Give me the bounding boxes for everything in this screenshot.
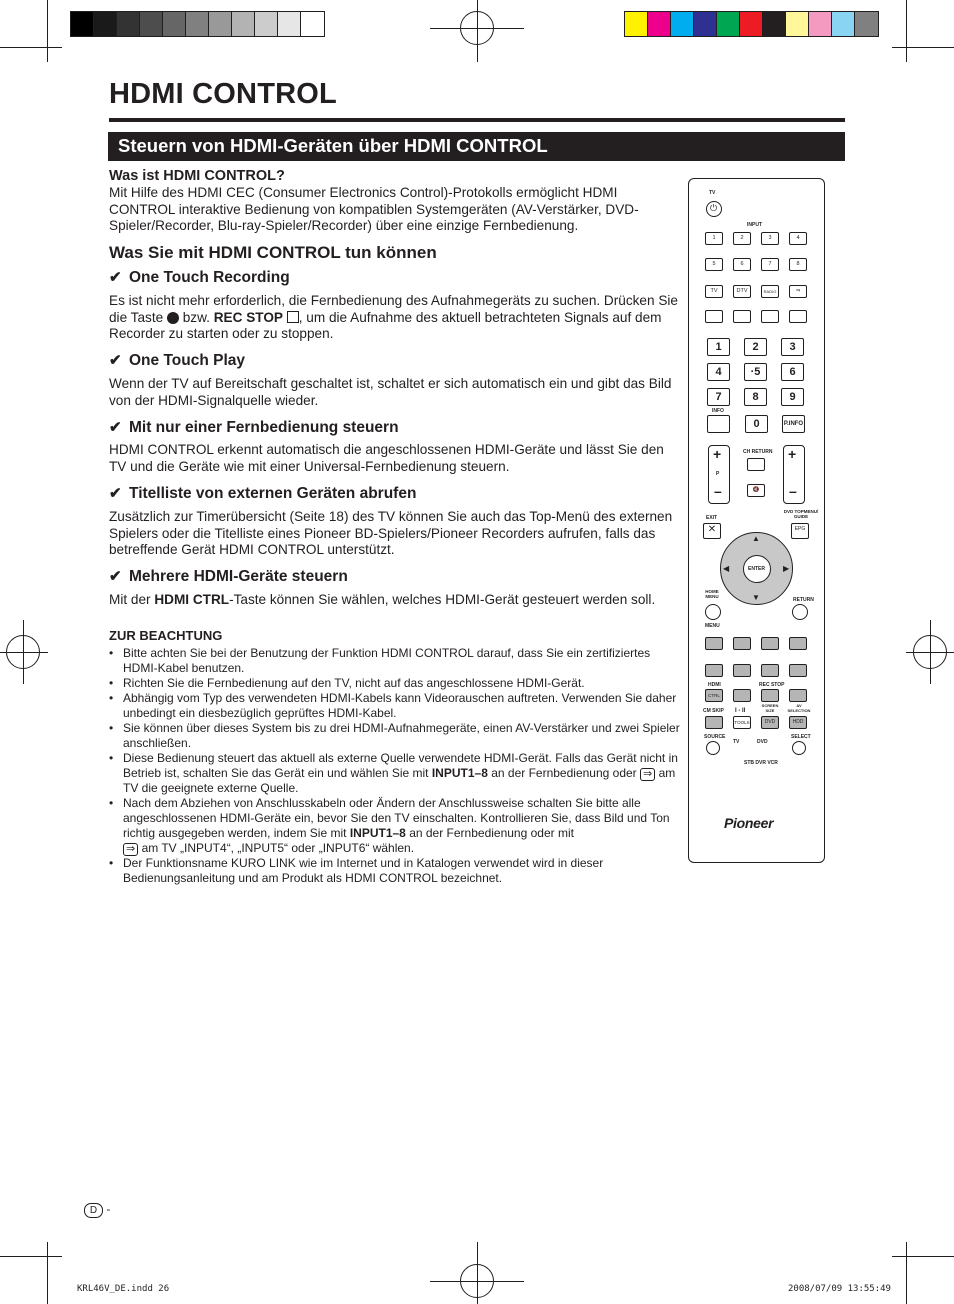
feature-text-part: bzw. <box>182 309 210 325</box>
menu-label: MENU <box>705 623 720 629</box>
slug-right: 2008/07/09 13:55:49 <box>788 1284 891 1294</box>
input-switch-key <box>789 285 807 298</box>
dvd-key: DVD <box>761 716 779 729</box>
rewind-key <box>733 664 751 677</box>
number-key: 6 <box>781 363 804 381</box>
mute-icon: 🔇 <box>752 487 760 493</box>
color-swatch <box>186 12 209 36</box>
crop-mark <box>47 0 48 62</box>
number-key: 7 <box>707 388 730 406</box>
features-heading: Was Sie mit HDMI CONTROL tun können <box>109 243 437 263</box>
color-swatch <box>117 12 140 36</box>
green-key <box>733 637 751 650</box>
section-band: Steuern von HDMI-Geräten über HDMI CONTROL <box>108 132 845 161</box>
stop-button-icon <box>287 311 299 323</box>
mix-key <box>761 310 779 323</box>
switch-modes-label: STB DVR VCR <box>744 760 778 766</box>
subtitle-key <box>733 310 751 323</box>
note-text-part: an der Fernbedienung oder mit <box>409 825 574 840</box>
color-swatch <box>786 12 809 36</box>
color-swatch <box>94 12 117 36</box>
feature-heading <box>109 270 681 287</box>
check-icon: ✔ <box>109 418 122 436</box>
home-menu-label: HOME MENU <box>705 589 719 599</box>
channel-rocker <box>708 445 730 504</box>
color-swatch <box>763 12 786 36</box>
input-key: 1 <box>705 232 723 245</box>
feature-heading <box>109 486 681 503</box>
crop-mark <box>906 1242 907 1304</box>
feature-title: One Touch Recording <box>129 268 290 286</box>
hdd-key: HDD <box>789 716 807 729</box>
return-label: RETURN <box>793 597 814 603</box>
feature-text: HDMI CONTROL erkennt automatisch die angeschlossenen HDMI-Geräte und lässt Sie den TV und die Geräte wie mit einer Universal-Fernbedienung steuern. <box>109 442 664 475</box>
color-swatch <box>278 12 301 36</box>
notes-heading: ZUR BEACHTUNG <box>109 627 223 643</box>
number-key: 4 <box>707 363 730 381</box>
note-item: • Richten Sie die Fernbedienung auf den TV, nicht auf das angeschlossene HDMI-Gerät. <box>109 676 681 691</box>
input-key: 2 <box>733 232 751 245</box>
rec-stop-label: REC STOP <box>213 309 283 325</box>
blue-key <box>789 637 807 650</box>
ch-return-key <box>747 458 765 471</box>
color-swatch <box>625 12 648 36</box>
tv-key: TV <box>705 285 723 298</box>
audio-label: I - II <box>735 708 746 714</box>
feature-text: Zusätzlich zur Timerübersicht (Seite 18) des TV können Sie auch das Top-Menü des externen Spielers oder die Titelliste eines Pioneer BD-Spielers/Pioneer Recorders aufrufen, falls das betreffende Gerät HDMI CONTROL unterstützt. <box>109 508 673 558</box>
exit-label: EXIT <box>706 515 718 521</box>
input-key: 3 <box>761 232 779 245</box>
note-item: • Abhängig vom Typ des verwendeten HDMI-Kabels kann Videorauschen auftreten. Verwenden Sie daher unbedingt ein diesbezüglich geprüftes HDMI-Kabel. <box>109 691 681 721</box>
select-label: SELECT <box>791 734 811 740</box>
zero-key: 0 <box>745 415 768 433</box>
feature-text-part: , um die Aufnahme des aktuell betrachteten Signals auf dem Recorder zu starten oder zu stoppen. <box>109 309 662 342</box>
number-key: 9 <box>781 388 804 406</box>
page-title: HDMI CONTROL <box>109 78 337 110</box>
number-key: 1 <box>707 338 730 356</box>
input-label: INPUT <box>747 222 762 228</box>
remote-control-illustration <box>688 178 825 863</box>
index-key <box>789 310 807 323</box>
color-swatch <box>255 12 278 36</box>
teletext-key <box>705 310 723 323</box>
number-key: 3 <box>781 338 804 356</box>
input-label: INPUT1–8 <box>431 765 488 780</box>
enter-label: ENTER <box>748 566 765 572</box>
radio-key: RADIO <box>761 285 779 298</box>
note-text-part: Nach dem Abziehen von Anschlusskabeln oder Ändern der Anschlussweise schalten Sie bitte alle angeschlossenen HDMI-Geräte ein, bevor Sie den TV einschalten. Kontrollieren Sie, dass Bild und Ton richtig ausgegeben werden, indem Sie mit <box>123 795 670 840</box>
brand-logo: Pioneer <box>724 815 774 831</box>
play-key <box>761 664 779 677</box>
feature-text-part: -Taste können Sie wählen, welches HDMI-Gerät gesteuert werden soll. <box>229 591 656 607</box>
screen-size-label: SCREEN SIZE <box>761 703 779 713</box>
epg-key: EPG <box>791 523 809 539</box>
color-bar <box>624 11 879 37</box>
color-swatch <box>209 12 232 36</box>
home-menu-key <box>705 604 721 620</box>
note-item <box>109 796 681 856</box>
av-selection-label: AV SELECTION <box>787 703 811 713</box>
record-button-icon <box>167 312 179 324</box>
input-label: INPUT1–8 <box>349 825 406 840</box>
feature-heading <box>109 569 681 586</box>
number-key: ·5 <box>744 363 767 381</box>
input-icon: ⇒ <box>795 288 801 294</box>
input-button-icon: ⇒ <box>123 843 138 856</box>
input-key: 5 <box>705 258 723 271</box>
arrow-down-icon: ▼ <box>752 593 760 602</box>
title-rule <box>109 118 845 122</box>
note-item: • Der Funktionsname KURO LINK wie im Internet und in Katalogen verwendet wird in dieser Bedienungsanleitung und am Produkt als HDMI CONTROL bezeichnet. <box>109 856 681 886</box>
check-icon: ✔ <box>109 268 122 286</box>
return-key <box>792 604 808 620</box>
feature-text: Wenn der TV auf Bereitschaft geschaltet ist, schaltet er sich automatisch ein und gibt das Bild von der HDMI-Signalquelle wieder. <box>109 375 672 408</box>
channel-label: P <box>716 471 720 477</box>
feature-heading <box>109 420 681 437</box>
tools-key: TOOLS <box>733 716 751 729</box>
direction-pad <box>720 532 793 605</box>
crop-mark <box>0 1256 62 1257</box>
source-label: SOURCE <box>704 734 726 740</box>
switch-dvd-label: DVD <box>757 739 768 745</box>
arrow-right-icon: ▶ <box>783 564 790 573</box>
note-text-part: am TV „INPUT4“, „INPUT5“ oder „INPUT6“ wählen. <box>141 840 415 855</box>
language-badge: D <box>84 1203 103 1218</box>
color-swatch <box>855 12 878 36</box>
intro-text: Mit Hilfe des HDMI CEC (Consumer Electronics Control)-Protokolls ermöglicht HDMI CONTROL interaktive Bedienung von kompatiblen Systemgeräten (AV-Verstärker, DVD-Spieler/Recorder, Blu-ray-Spieler/Recorder) über eine einzige Fernbedienung. <box>109 184 639 234</box>
info-key <box>707 415 730 433</box>
intro-heading: Was ist HDMI CONTROL? <box>109 168 285 184</box>
feature-text <box>109 293 681 343</box>
page-marker <box>84 1202 110 1218</box>
color-swatch <box>163 12 186 36</box>
pause-key <box>705 664 723 677</box>
switch-tv-label: TV <box>733 739 740 745</box>
close-icon: ✕ <box>707 524 717 535</box>
cm-skip-label: CM SKIP <box>703 708 724 714</box>
enter-key <box>743 555 771 583</box>
cm-skip-key <box>705 716 723 729</box>
color-swatch <box>232 12 255 36</box>
feature-title: Mehrere HDMI-Geräte steuern <box>129 568 348 586</box>
color-swatch <box>809 12 832 36</box>
crop-mark <box>906 0 907 62</box>
number-key: 8 <box>744 388 767 406</box>
feature-text-part: Mit der <box>109 591 151 607</box>
color-swatch <box>648 12 671 36</box>
crop-mark <box>47 1242 48 1304</box>
arrow-left-icon: ◀ <box>723 564 730 573</box>
dvd-topmenu-label: DVD TOPMENU/ GUIDE <box>783 509 819 519</box>
crop-mark <box>892 1256 954 1257</box>
color-swatch <box>671 12 694 36</box>
input-key: 8 <box>789 258 807 271</box>
notes-list <box>109 646 681 886</box>
plus-icon: + <box>788 446 797 462</box>
color-swatch <box>140 12 163 36</box>
select-key <box>792 741 806 755</box>
stop-key <box>789 689 807 702</box>
feature-title: Titelliste von externen Geräten abrufen <box>129 484 417 502</box>
minus-icon: – <box>714 483 722 499</box>
color-swatch <box>71 12 94 36</box>
exit-key <box>703 523 721 539</box>
input-key: 4 <box>789 232 807 245</box>
mute-key <box>747 484 765 497</box>
note-text-part: Diese Bedienung steuert das aktuell als externe Quelle verwendete HDMI-Gerät. Falls das Gerät nicht in Betrieb ist, schalten Sie das Gerät ein und wählen Sie mit <box>123 750 678 780</box>
red-key <box>705 637 723 650</box>
feature-text-part: Es ist nicht mehr erforderlich, die Fernbedienung des Aufnahmegeräts zu suchen. Drücken Sie die Taste <box>109 292 678 325</box>
fast-forward-key <box>789 664 807 677</box>
dtv-key: DTV <box>733 285 751 298</box>
input-button-icon: ⇒ <box>640 768 655 781</box>
color-swatch <box>717 12 740 36</box>
feature-title: Mit nur einer Fernbedienung steuern <box>129 418 399 436</box>
volume-rocker <box>783 445 805 504</box>
slug-left: KRL46V_DE.indd 26 <box>77 1284 170 1294</box>
hdmi-ctrl-key: CTRL <box>705 689 723 702</box>
crop-mark <box>892 47 954 48</box>
power-button <box>706 201 722 217</box>
ch-return-label: CH RETURN <box>743 449 773 455</box>
rec-stop-key <box>761 689 779 702</box>
tv-label: TV <box>709 190 716 196</box>
grayscale-bar <box>70 11 325 37</box>
note-item: • Sie können über dieses System bis zu drei HDMI-Aufnahmegeräte, einen AV-Verstärker und zwei Spieler anschließen. <box>109 721 681 751</box>
minus-icon: – <box>789 483 797 499</box>
rec-stop-label: REC STOP <box>759 682 785 688</box>
record-key <box>733 689 751 702</box>
hdmi-ctrl-label: HDMI CTRL <box>154 591 230 607</box>
feature-title: One Touch Play <box>129 352 245 370</box>
yellow-key <box>761 637 779 650</box>
check-icon: ✔ <box>109 484 122 502</box>
crop-mark <box>0 47 62 48</box>
feature-text <box>109 592 681 609</box>
hdmi-label: HDMI <box>708 682 721 688</box>
check-icon: ✔ <box>109 568 122 586</box>
feature-heading <box>109 353 681 370</box>
color-swatch <box>694 12 717 36</box>
input-key: 7 <box>761 258 779 271</box>
note-text-part: am TV die geeignete externe Quelle. <box>123 765 676 795</box>
note-item: • Bitte achten Sie bei der Benutzung der Funktion HDMI CONTROL darauf, dass Sie ein zertifiziertes HDMI-Kabel benutzen. <box>109 646 681 676</box>
input-key: 6 <box>733 258 751 271</box>
number-key: 2 <box>744 338 767 356</box>
page-dash: - <box>106 1202 111 1216</box>
check-icon: ✔ <box>109 352 122 370</box>
color-swatch <box>301 12 324 36</box>
source-key <box>706 741 720 755</box>
power-icon: ⏻ <box>710 203 718 213</box>
color-swatch <box>740 12 763 36</box>
color-swatch <box>832 12 855 36</box>
note-item <box>109 751 681 796</box>
plus-icon: + <box>713 446 722 462</box>
main-column <box>109 168 681 886</box>
info-label: INFO <box>712 408 724 414</box>
pinfo-key: P.INFO <box>782 415 805 433</box>
arrow-up-icon: ▲ <box>752 534 760 543</box>
note-text-part: an der Fernbedienung oder <box>491 765 637 780</box>
